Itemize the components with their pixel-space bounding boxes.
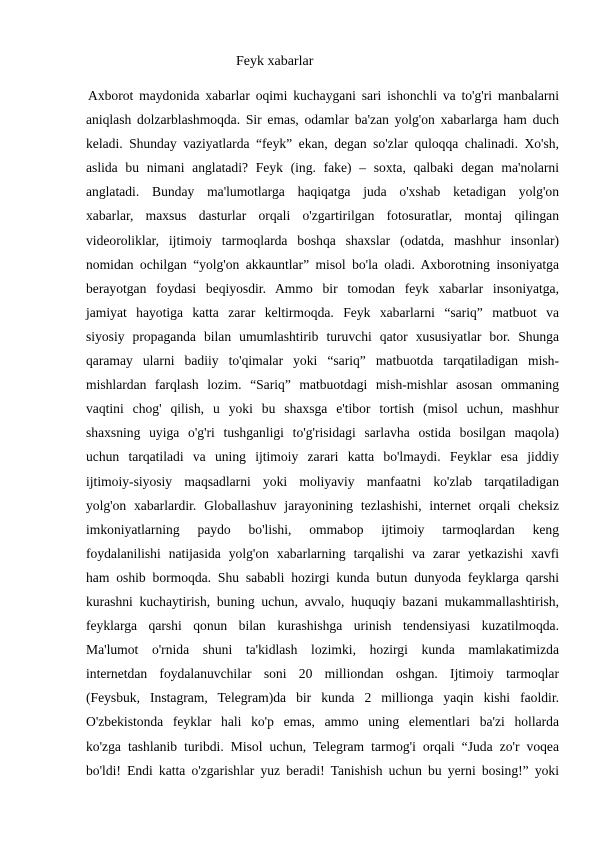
text-line: Ma'lumot o'rnida shuni ta'kidlash lozimki, hozirgi kunda mamlakatimizda (86, 642, 559, 658)
text-line: internetdan foydalanuvchilar soni 20 milliondan oshgan. Ijtimoiy tarmoqlar (86, 666, 559, 682)
text-line: kurashni kuchaytirish, buning uchun, avvalo, huquqiy bazani mukammallashtirish, (86, 593, 559, 609)
text-line: ijtimoiy-siyosiy maqsadlarni yoki moliyaviy manfaatni ko'zlab tarqatiladigan (86, 473, 559, 489)
text-line: bo'ldi! Endi katta o'zgarishlar yuz beradi! Tanishish uchun bu yerni bosing!” yoki (86, 762, 559, 778)
text-line: xabarlar, maxsus dasturlar orqali o'zgartirilgan fotosuratlar, montaj qilingan (86, 208, 559, 224)
text-line: anglatadi. Bunday ma'lumotlarga haqiqatga juda o'xshab ketadigan yolg'on (86, 184, 559, 200)
text-line: keladi. Shunday vaziyatlarda “feyk” ekan, degan so'zlar quloqqa chalinadi. Xo'sh, (86, 136, 559, 152)
text-line: siyosiy propaganda bilan umumlashtirib turuvchi qator xususiyatlar bor. Shunga (86, 328, 559, 344)
text-line: nomidan ochilgan “yolg'on akkauntlar” misol bo'la oladi. Axborotning insoniyatga (86, 256, 559, 272)
body-paragraph (86, 84, 559, 783)
text-line: (Feysbuk, Instagram, Telegram)da bir kunda 2 millionga yaqin kishi faoldir. (86, 690, 559, 706)
text-line: feyklarga qarshi qonun bilan kurashishga urinish tendensiyasi kuzatilmoqda. (86, 618, 559, 634)
text-line: ham oshib bormoqda. Shu sababli hozirgi kunda butun dunyoda feyklarga qarshi (86, 569, 559, 585)
text-line: berayotgan foydasi beqiyosdir. Ammo bir tomodan feyk xabarlar insoniyatga, (86, 280, 559, 296)
text-line: ko'zga tashlanib turibdi. Misol uchun, Telegram tarmog'i orqali “Juda zo'r voqea (86, 738, 559, 754)
text-line: jamiyat hayotiga katta zarar keltirmoqda. Feyk xabarlarni “sariq” matbuot va (86, 304, 559, 320)
text-line: yolg'on xabarlardir. Globallashuv jarayonining tezlashishi, internet orqali cheksiz (86, 497, 559, 513)
text-line: mishlardan farqlash lozim. “Sariq” matbuotdagi mish-mishlar asosan ommaning (86, 377, 559, 393)
text-line: Axborot maydonida xabarlar oqimi kuchaygani sari ishonchli va to'g'ri manbalarni (88, 88, 559, 103)
text-line: uchun tarqatiladi va uning ijtimoiy zarari katta bo'lmaydi. Feyklar esa jiddiy (86, 449, 559, 465)
text-line: shaxsning uyiga o'g'ri tushganligi to'g'risidagi sarlavha ostida bosilgan maqola) (86, 425, 559, 441)
text-line: O'zbekistonda feyklar hali ko'p emas, ammo uning elementlari ba'zi hollarda (86, 714, 559, 730)
text-line: vaqtini chog' qilish, u yoki bu shaxsga e'tibor tortish (misol uchun, mashhur (86, 401, 559, 417)
text-line: aniqlash dolzarblashmoqda. Sir emas, odamlar ba'zan yolg'on xabarlarga ham duch (86, 112, 559, 128)
text-line: qaramay ularni badiiy to'qimalar yoki “sariq” matbuotda tarqatiladigan mish- (86, 353, 559, 369)
page-title: Feyk xabarlar (236, 54, 314, 69)
text-line: videoroliklar, ijtimoiy tarmoqlarda boshqa shaxslar (odatda, mashhur insonlar) (86, 232, 559, 248)
text-line: foydalanilishi natijasida yolg'on xabarlarning tarqalishi va zarar yetkazishi xavfi (86, 545, 559, 561)
text-line: imkoniyatlarning paydo bo'lishi, ommabop ijtimoiy tarmoqlardan keng (86, 521, 559, 537)
text-line: aslida bu nimani anglatadi? Feyk (ing. fake) – soxta, qalbaki degan ma'nolarni (86, 160, 559, 176)
